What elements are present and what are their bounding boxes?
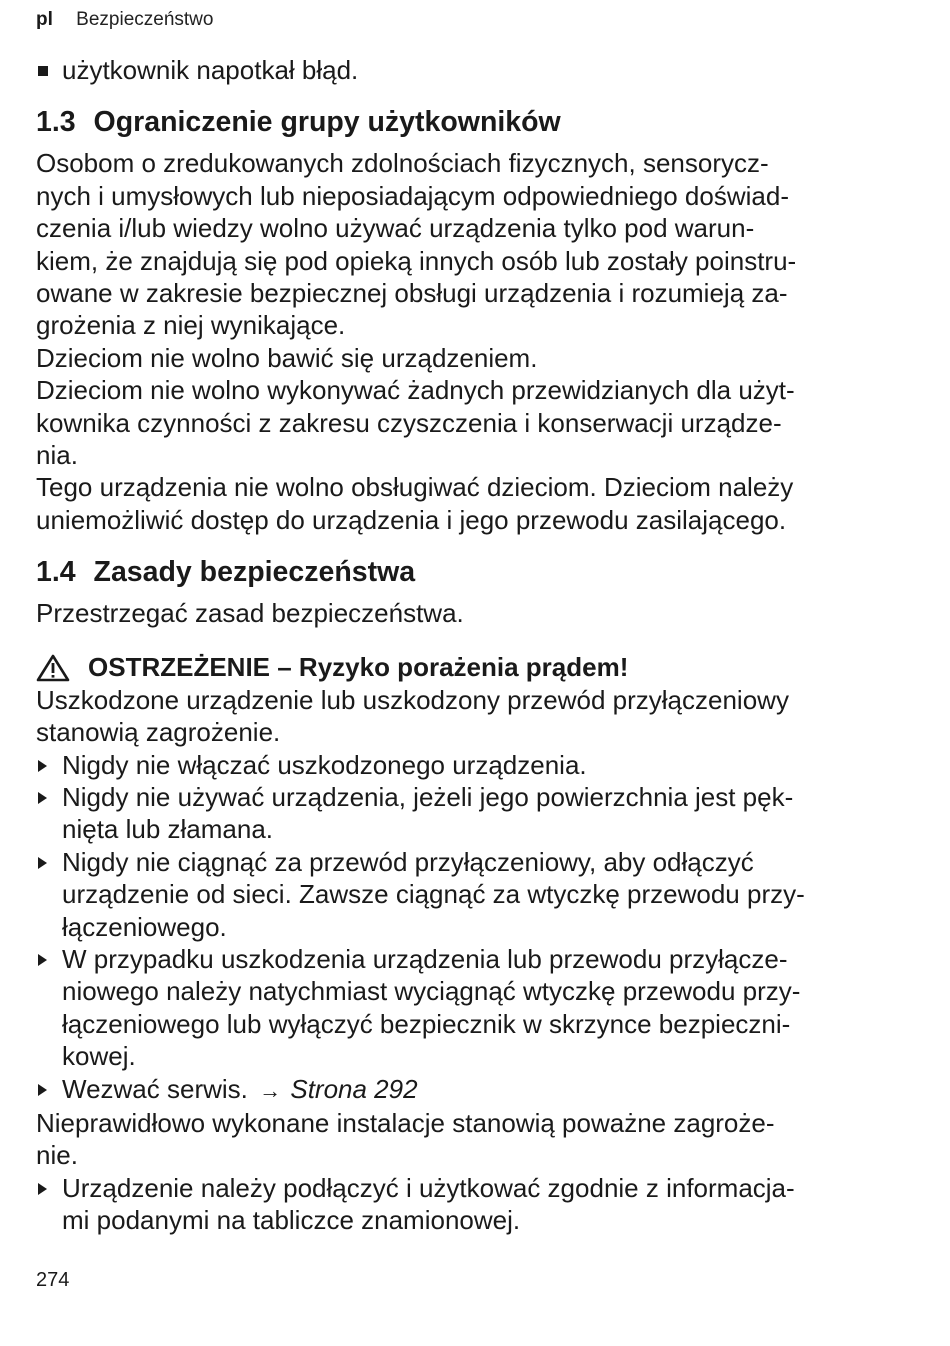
section-title: Ograniczenie grupy użytkowników	[93, 106, 561, 139]
instruction-list-1	[36, 749, 896, 1107]
section-heading-1-3	[36, 104, 896, 140]
text-line: nie.	[36, 1140, 78, 1171]
instruction-item	[36, 1172, 896, 1237]
section-number: 1.4	[36, 556, 76, 589]
arrow-bullet-icon	[38, 760, 47, 772]
text-line: stanowią zagrożenie.	[36, 717, 281, 748]
arrow-bullet-icon	[38, 857, 47, 869]
intro-bullet-item: użytkownik napotkał błąd.	[36, 54, 896, 86]
arrow-bullet-icon	[38, 1084, 47, 1096]
instruction-item	[36, 749, 896, 781]
service-text: Wezwać serwis.	[62, 1073, 248, 1104]
instruction-item	[36, 781, 896, 846]
text-line: grożenia z niej wynikające.	[36, 310, 346, 341]
text-line: Dzieciom nie wolno wykonywać żadnych przewidzianych dla użyt-	[36, 375, 795, 406]
text-line: Nigdy nie włączać uszkodzonego urządzenia.	[62, 749, 587, 780]
warning-paragraph-2	[36, 1107, 896, 1172]
section-number: 1.3	[36, 106, 76, 139]
warning-heading	[36, 650, 896, 684]
text-line: Nieprawidłowo wykonane instalacje stanowią poważne zagroże-	[36, 1107, 775, 1138]
text-line: urządzenie od sieci. Zawsze ciągnąć za wtyczkę przewodu przy-	[62, 879, 805, 910]
text-line: Urządzenie należy podłączyć i użytkować zgodnie z informacja-	[62, 1172, 795, 1203]
text-line: łączeniowego.	[62, 911, 227, 942]
text-line: czenia i/lub wiedzy wolno używać urządzenia tylko pod warun-	[36, 213, 755, 244]
arrow-bullet-icon	[38, 792, 47, 804]
text-line: Uszkodzone urządzenie lub uszkodzony przewód przyłączeniowy	[36, 684, 789, 715]
text-line: owane w zakresie bezpiecznej obsługi urządzenia i rozumieją za-	[36, 278, 788, 309]
language-code: pl	[36, 9, 53, 30]
section-heading-1-4	[36, 554, 896, 590]
text-line: nięta lub złamana.	[62, 814, 274, 845]
text-line: Dzieciom nie wolno bawić się urządzeniem.	[36, 342, 538, 373]
text-line: mi podanymi na tabliczce znamionowej.	[62, 1205, 521, 1236]
warning-triangle-icon	[36, 654, 70, 682]
text-line: kowej.	[62, 1041, 136, 1072]
instruction-item	[36, 846, 896, 943]
text-line: kiem, że znajdują się pod opieką innych osób lub zostały poinstru-	[36, 245, 797, 276]
text-line: uniemożliwić dostęp do urządzenia i jego przewodu zasilającego.	[36, 504, 787, 535]
chapter-title: Bezpieczeństwo	[76, 9, 214, 30]
text-line: Osobom o zredukowanych zdolnościach fizycznych, sensorycz-	[36, 148, 769, 179]
text-line: Nigdy nie ciągnąć za przewód przyłączeniowy, aby odłączyć	[62, 846, 754, 877]
page-content	[36, 54, 896, 1237]
text-line: Tego urządzenia nie wolno obsługiwać dzieciom. Dzieciom należy	[36, 472, 794, 503]
arrow-bullet-icon	[38, 954, 47, 966]
text-line: łączeniowego lub wyłączyć bezpiecznik w skrzynce bezpieczni-	[62, 1008, 791, 1039]
warning-paragraph-1	[36, 684, 896, 749]
section-1-4-intro: Przestrzegać zasad bezpieczeństwa.	[36, 598, 464, 629]
text-line: nia.	[36, 440, 78, 471]
cross-reference-arrow-icon: →	[259, 1077, 282, 1103]
instruction-item-service	[36, 1073, 896, 1107]
page-number: 274	[36, 1269, 70, 1291]
instruction-item	[36, 943, 896, 1073]
text-line: Nigdy nie używać urządzenia, jeżeli jego powierzchnia jest pęk-	[62, 781, 794, 812]
warning-title: OSTRZEŻENIE – Ryzyko porażenia prądem!	[88, 651, 629, 682]
section-title: Zasady bezpieczeństwa	[93, 556, 416, 589]
instruction-list-2	[36, 1172, 896, 1237]
section-1-3-paragraph	[36, 147, 896, 536]
arrow-bullet-icon	[38, 1183, 47, 1195]
page-cross-reference[interactable]: Strona 292	[290, 1073, 418, 1104]
text-line: kownika czynności z zakresu czyszczenia i konserwacji urządze-	[36, 407, 782, 438]
text-line: W przypadku uszkodzenia urządzenia lub przewodu przyłącze-	[62, 943, 788, 974]
text-line: niowego należy natychmiast wyciągnąć wtyczkę przewodu przy-	[62, 976, 801, 1007]
running-header	[36, 8, 213, 32]
text-line: nych i umysłowych lub nieposiadającym odpowiedniego doświad-	[36, 180, 789, 211]
